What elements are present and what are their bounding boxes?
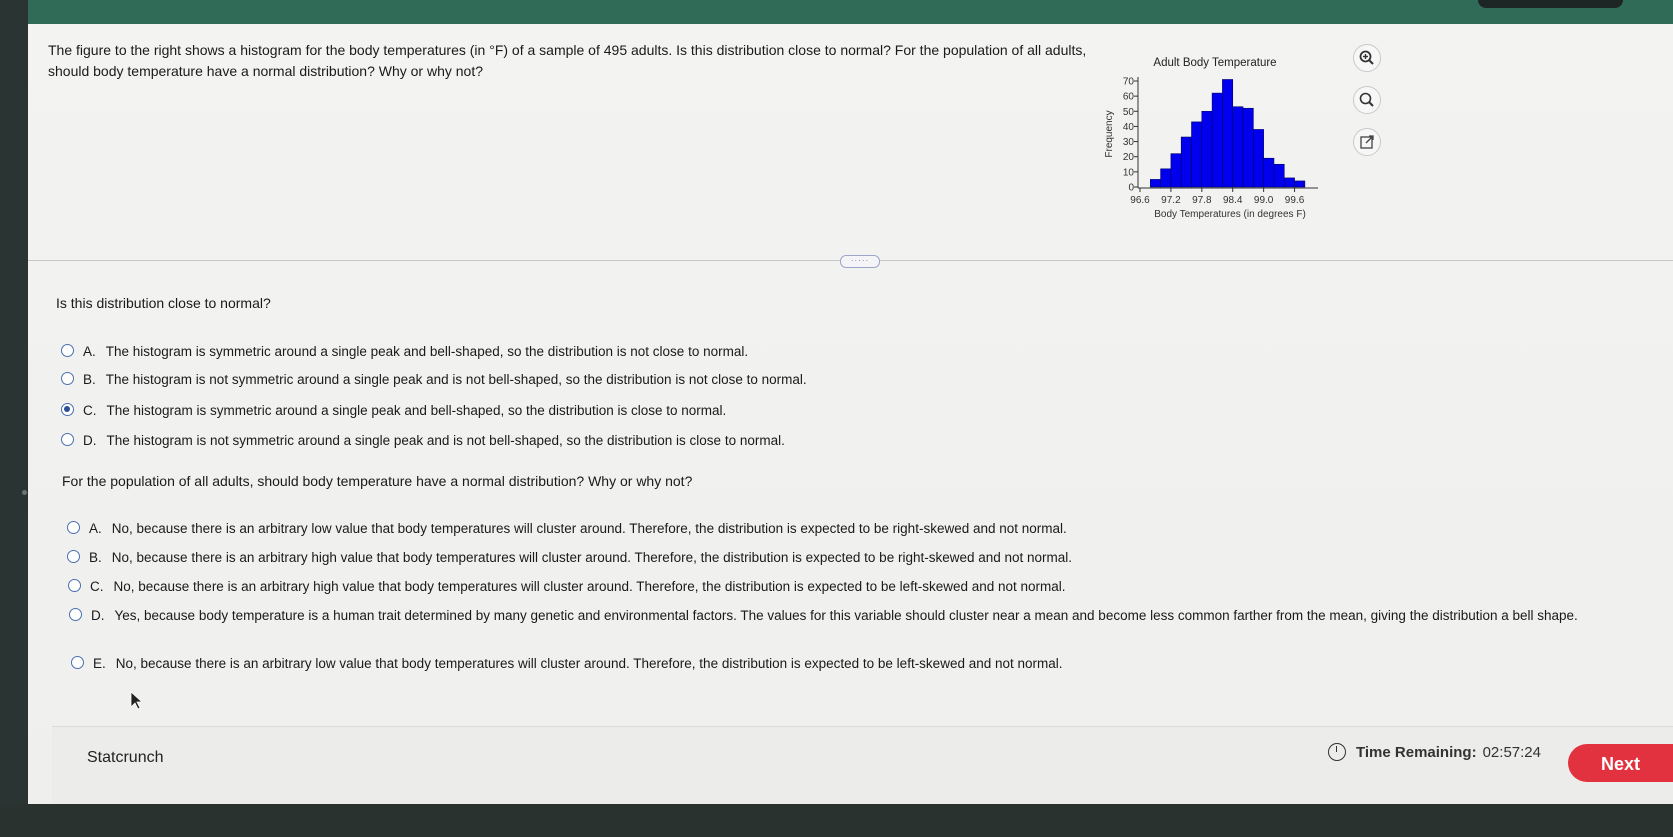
- monitor-bottom-bezel: [0, 804, 1673, 837]
- histogram-bar: [1212, 93, 1222, 187]
- histogram-bar: [1233, 107, 1243, 187]
- histogram-chart: [1095, 50, 1345, 230]
- part1-heading: Is this distribution close to normal?: [56, 295, 271, 311]
- radio-button[interactable]: [69, 608, 82, 621]
- histogram-bar: [1181, 137, 1191, 187]
- x-tick-label: 98.4: [1222, 195, 1243, 206]
- time-remaining: Time Remaining: 02:57:24: [1328, 743, 1541, 761]
- histogram-bar: [1171, 154, 1181, 187]
- chart-title: Adult Body Temperature: [1153, 57, 1277, 69]
- x-tick-label: 97.2: [1161, 195, 1181, 206]
- histogram-bar: [1274, 164, 1284, 187]
- question-text: The figure to the right shows a histogram for the body temperatures (in °F) of a sample of 495 adults. Is this distribution close to normal? For the population of all adults, should body temperature have a normal distribution? Why or why not?: [48, 42, 1087, 79]
- histogram-bar: [1161, 169, 1171, 187]
- histogram-bar: [1150, 179, 1160, 187]
- statcrunch-link[interactable]: Statcrunch: [87, 749, 164, 766]
- y-tick-label: 30: [1122, 137, 1134, 149]
- part2-option-a[interactable]: A. No, because there is an arbitrary low value that body temperatures will cluster around. Therefore, the distribution is expected to be right-skewed and not normal.: [67, 520, 1067, 537]
- y-axis-label: Frequency: [1104, 110, 1115, 158]
- part2-option-b[interactable]: B. No, because there is an arbitrary high value that body temperatures will cluster around. Therefore, the distribution is expected to be right-skewed and not normal.: [67, 549, 1072, 566]
- radio-button[interactable]: [61, 344, 74, 357]
- radio-button[interactable]: [61, 433, 74, 446]
- x-tick-label: 99.6: [1284, 195, 1305, 206]
- y-tick-label: 0: [1128, 182, 1134, 194]
- radio-button[interactable]: [61, 372, 74, 385]
- y-tick-label: 50: [1122, 106, 1134, 118]
- x-tick-label: 96.6: [1130, 195, 1150, 206]
- y-tick-label: 40: [1122, 121, 1134, 133]
- figure-tools: [1353, 44, 1383, 170]
- part2-option-c[interactable]: C. No, because there is an arbitrary high value that body temperatures will cluster around. Therefore, the distribution is expected to be left-skewed and not normal.: [68, 578, 1066, 595]
- y-tick-label: 70: [1122, 76, 1134, 88]
- part1-option-d[interactable]: D. The histogram is not symmetric around a single peak and is not bell-shaped, so the distribution is close to normal.: [61, 432, 785, 449]
- histogram-bar: [1295, 181, 1305, 187]
- x-axis-label: Body Temperatures (in degrees F): [1154, 209, 1306, 220]
- x-tick-label: 97.8: [1192, 195, 1212, 206]
- histogram-bar: [1264, 158, 1274, 187]
- y-tick-label: 60: [1122, 91, 1134, 103]
- header-tab: [1478, 0, 1623, 8]
- part1-option-c[interactable]: C. The histogram is symmetric around a single peak and bell-shaped, so the distribution is close to normal.: [61, 402, 726, 419]
- y-tick-label: 20: [1122, 152, 1134, 164]
- radio-button[interactable]: [71, 656, 84, 669]
- zoom-out-icon[interactable]: [1353, 86, 1381, 114]
- histogram-bar: [1222, 79, 1232, 187]
- part2-heading: For the population of all adults, should body temperature have a normal distribution? Why or why not?: [62, 473, 693, 489]
- open-external-icon[interactable]: [1353, 128, 1381, 156]
- y-tick-label: 10: [1122, 167, 1134, 179]
- clock-icon: [1328, 743, 1346, 761]
- radio-button[interactable]: [67, 550, 80, 563]
- divider-handle[interactable]: ·····: [840, 255, 880, 268]
- radio-button[interactable]: [67, 521, 80, 534]
- part2-option-e[interactable]: E. No, because there is an arbitrary low value that body temperatures will cluster around. Therefore, the distribution is expected to be left-skewed and not normal.: [71, 655, 1063, 672]
- histogram-bar: [1284, 178, 1294, 187]
- footer-bar: [52, 726, 1673, 805]
- bezel-dot: [22, 490, 27, 495]
- part1-option-b[interactable]: B. The histogram is not symmetric around a single peak and is not bell-shaped, so the distribution is not close to normal.: [61, 371, 807, 388]
- next-button[interactable]: Next: [1568, 744, 1673, 782]
- histogram-bar: [1243, 108, 1253, 187]
- histogram-bar: [1253, 129, 1263, 187]
- zoom-in-icon[interactable]: [1353, 44, 1381, 72]
- top-header-bar: [28, 0, 1673, 24]
- radio-button-selected[interactable]: [61, 403, 74, 416]
- radio-button[interactable]: [68, 579, 81, 592]
- mouse-pointer-icon: [130, 691, 144, 711]
- part2-option-d[interactable]: D. Yes, because body temperature is a human trait determined by many genetic and environmental factors. The values for this variable should cluster near a mean and become less common farther from the mean, giving the distribution a bell shape.: [69, 607, 1659, 624]
- histogram-bar: [1192, 122, 1202, 187]
- part1-option-a[interactable]: A. The histogram is symmetric around a single peak and bell-shaped, so the distribution is not close to normal.: [61, 343, 748, 360]
- histogram-bar: [1202, 111, 1212, 187]
- x-tick-label: 99.0: [1253, 195, 1274, 206]
